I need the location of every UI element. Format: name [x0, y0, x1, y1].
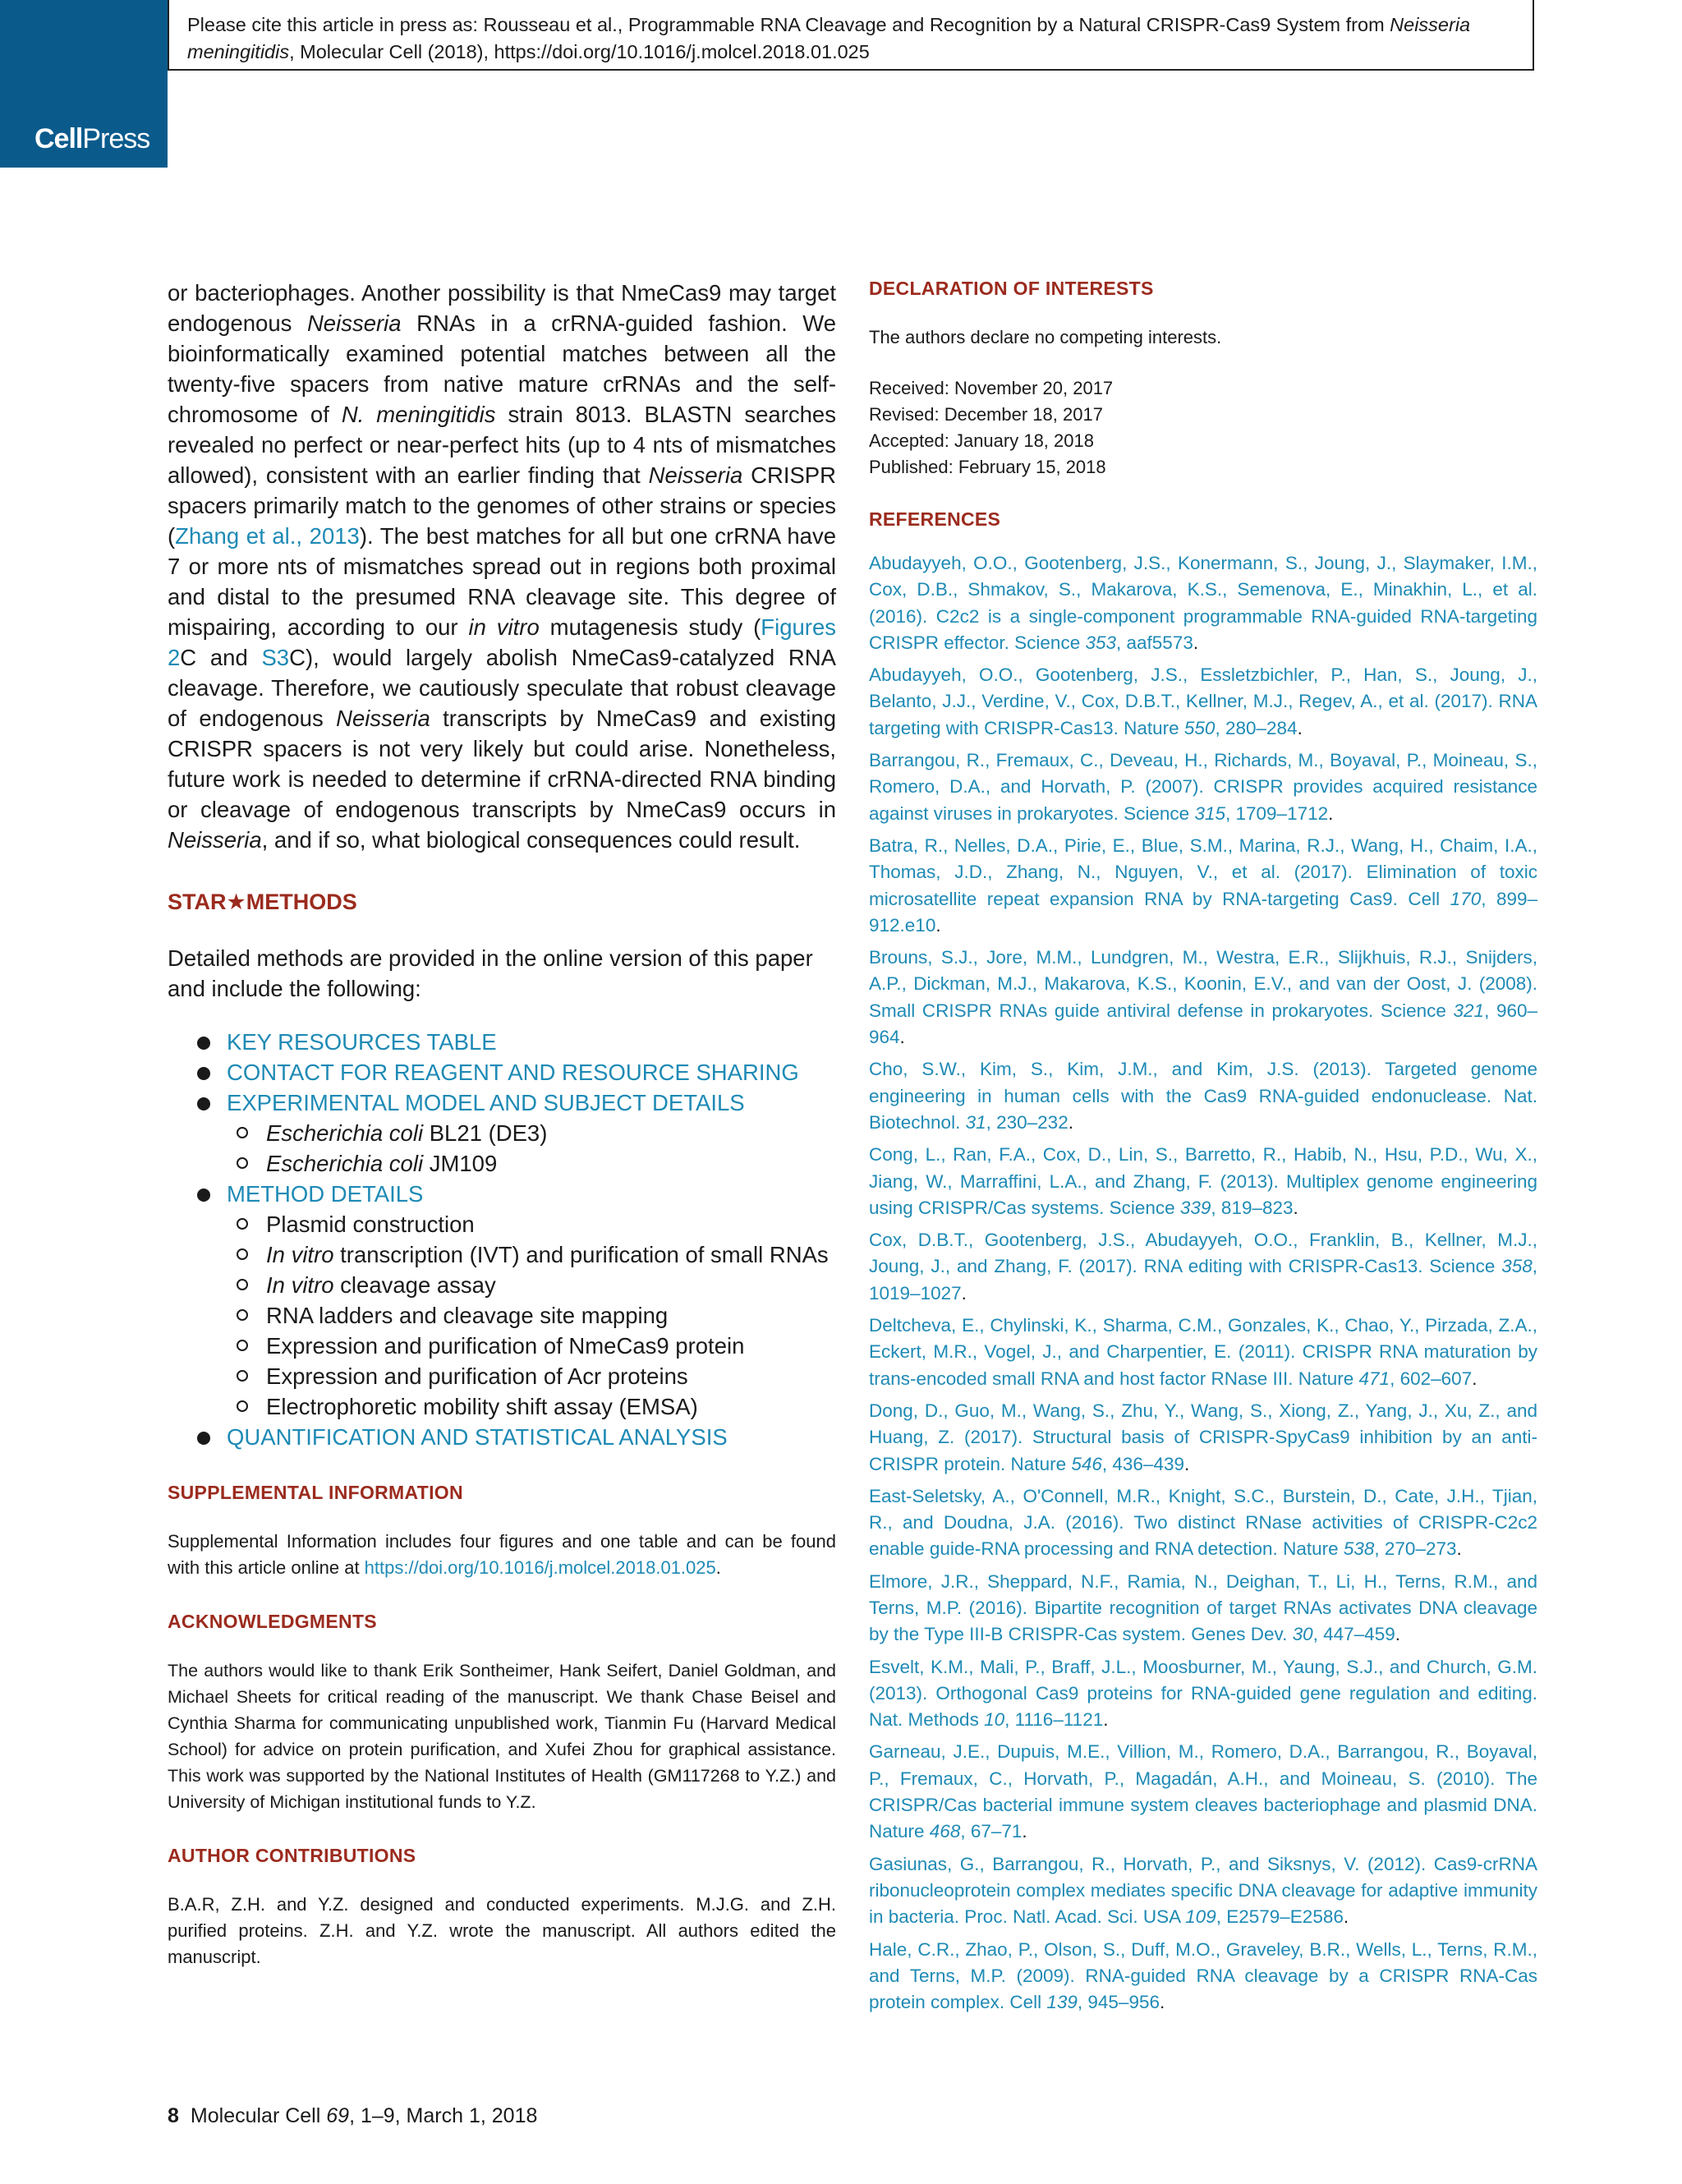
star-methods-heading: STAR★METHODS	[168, 890, 357, 914]
toc-rna-ladders: RNA ladders and cleavage site mapping	[168, 1300, 836, 1331]
toc-expression-nmecas9: Expression and purification of NmeCas9 protein	[168, 1331, 836, 1361]
toc-cleavage-assay: In vitro cleavage assay	[168, 1270, 836, 1300]
article-dates	[869, 375, 1537, 480]
page-footer: 8 Molecular Cell 69, 1–9, March 1, 2018	[168, 2104, 538, 2127]
toc-method-details[interactable]: METHOD DETAILS	[168, 1179, 836, 1209]
date-revised: Revised: December 18, 2017	[869, 404, 1103, 425]
acknowledgments-text: The authors would like to thank Erik Sontheimer, Hank Seifert, Daniel Goldman, and Michael Sheets for critical reading of the manuscript. We thank Chase Beisel and Cynthia Sharma for communicating unpublished work, Tianmin Fu (Harvard Medical School) for advice on protein purification, and Xufei Zhou for graphical assistance. This work was supported by the National Institutes of Health (GM117268 to Y.Z.) and University of Michigan institutional funds to Y.Z.	[168, 1661, 836, 1812]
page-number: 8	[168, 2104, 179, 2127]
reference-item[interactable]: Gasiunas, G., Barrangou, R., Horvath, P., and Siksnys, V. (2012). Cas9-crRNA ribonucleoprotein complex mediates specific DNA cleavage for adaptive immunity in bacteria. Proc. Natl. Acad. Sci. USA 109, E2579–E2586.	[869, 1853, 1537, 1928]
toc-quantification[interactable]: QUANTIFICATION AND STATISTICAL ANALYSIS	[168, 1422, 836, 1452]
author-contributions-heading: AUTHOR CONTRIBUTIONS	[168, 1845, 416, 1866]
toc-emsa: Electrophoretic mobility shift assay (EMSA)	[168, 1391, 836, 1422]
star-methods-intro: Detailed methods are provided in the online version of this paper and include the following:	[168, 945, 813, 1001]
reference-item[interactable]: East-Seletsky, A., O'Connell, M.R., Knight, S.C., Burstein, D., Cate, J.H., Tjian, R., and Doudna, J.A. (2016). Two distinct RNase activities of CRISPR-C2c2 enable guide-RNA processing and RNA detection. Nature 538, 270–273.	[869, 1485, 1537, 1560]
reference-item[interactable]: Deltcheva, E., Chylinski, K., Sharma, C.M., Gonzales, K., Chao, Y., Pirzada, Z.A., Eckert, M.R., Vogel, J., and Charpentier, E. (2011). CRISPR RNA maturation by trans-encoded small RNA and host factor RNase III. Nature 471, 602–607.	[869, 1315, 1537, 1389]
supplemental-doi-link[interactable]: https://doi.org/10.1016/j.molcel.2018.01.025	[364, 1557, 716, 1578]
references-heading: REFERENCES	[869, 508, 1001, 530]
right-column	[869, 278, 1537, 2021]
declaration-text: The authors declare no competing interests.	[869, 327, 1222, 347]
date-published: Published: February 15, 2018	[869, 457, 1106, 477]
cellpress-logo: CellPress	[34, 123, 150, 154]
toc-ecoli-bl21: Escherichia coli BL21 (DE3)	[168, 1118, 836, 1148]
reference-item[interactable]: Hale, C.R., Zhao, P., Olson, S., Duff, M.O., Graveley, B.R., Wells, L., Terns, R.M., and Terns, M.P. (2009). RNA-guided RNA cleavage by a CRISPR RNA-Cas protein complex. Cell 139, 945–956.	[869, 1938, 1537, 2013]
reference-list	[869, 550, 1537, 2016]
methods-toc	[168, 1027, 836, 1452]
reference-item[interactable]: Abudayyeh, O.O., Gootenberg, J.S., Konermann, S., Joung, J., Slaymaker, I.M., Cox, D.B., Shmakov, S., Makarova, K.S., Semenova, E., Minakhin, L., et al. (2016). C2c2 is a single-component programmable RNA-guided RNA-targeting CRISPR effector. Science 353, aaf5573.	[869, 553, 1537, 653]
reference-item[interactable]: Barrangou, R., Fremaux, C., Deveau, H., Richards, M., Boyaval, P., Moineau, S., Romero, D.A., and Horvath, P. (2007). CRISPR provides acquired resistance against viruses in prokaryotes. Science 315, 1709–1712.	[869, 750, 1537, 824]
reference-item[interactable]: Cox, D.B.T., Gootenberg, J.S., Abudayyeh, O.O., Franklin, B., Kellner, M.J., Joung, J., and Zhang, F. (2017). RNA editing with CRISPR-Cas13. Science 358, 1019–1027.	[869, 1230, 1537, 1304]
reference-item[interactable]: Elmore, J.R., Sheppard, N.F., Ramia, N., Deighan, T., Li, H., Terns, R.M., and Terns, M.P. (2016). Bipartite recognition of target RNAs activates DNA cleavage by the Type III-B CRISPR-Cas system. Genes Dev. 30, 447–459.	[869, 1570, 1537, 1645]
reference-item[interactable]: Dong, D., Guo, M., Wang, S., Zhu, Y., Wang, S., Xiong, Z., Yang, J., Xu, Z., and Huang, Z. (2017). Structural basis of CRISPR-SpyCas9 inhibition by an anti-CRISPR protein. Nature 546, 436–439.	[869, 1400, 1537, 1474]
citation-box: Please cite this article in press as: Rousseau et al., Programmable RNA Cleavage and Recognition by a Natural CRISPR-Cas9 System from Neisseria meningitidis, Molecular Cell (2018), https://doi.org/10.1016/j.molcel.2018.01.025	[168, 0, 1534, 71]
date-accepted: Accepted: January 18, 2018	[869, 430, 1094, 451]
declaration-heading: DECLARATION OF INTERESTS	[869, 278, 1154, 299]
supplemental-text: Supplemental Information includes four figures and one table and can be found with this article online at https://doi.org/10.1016/j.molcel.2018.01.025.	[168, 1531, 836, 1578]
toc-expression-acr: Expression and purification of Acr proteins	[168, 1361, 836, 1391]
left-column	[168, 278, 836, 1970]
ref-link-zhang-2013[interactable]: Zhang et al., 2013	[175, 523, 360, 549]
toc-experimental-model[interactable]: EXPERIMENTAL MODEL AND SUBJECT DETAILS	[168, 1087, 836, 1118]
cellpress-logo-block	[0, 0, 168, 168]
author-contributions-text: B.A.R, Z.H. and Y.Z. designed and conducted experiments. M.J.G. and Z.H. purified proteins. Z.H. and Y.Z. wrote the manuscript. All authors edited the manuscript.	[168, 1894, 836, 1967]
reference-item[interactable]: Cho, S.W., Kim, S., Kim, J.M., and Kim, J.S. (2013). Targeted genome engineering in human cells with the Cas9 RNA-guided endonuclease. Nat. Biotechnol. 31, 230–232.	[869, 1059, 1537, 1133]
figure-link-s3[interactable]: S3	[261, 645, 290, 670]
toc-ecoli-jm109: Escherichia coli JM109	[168, 1148, 836, 1179]
reference-item[interactable]: Cong, L., Ran, F.A., Cox, D., Lin, S., Barretto, R., Habib, N., Hsu, P.D., Wu, X., Jiang, W., Marraffini, L.A., and Zhang, F. (2013). Multiplex genome engineering using CRISPR/Cas systems. Science 339, 819–823.	[869, 1144, 1537, 1218]
reference-item[interactable]: Esvelt, K.M., Mali, P., Braff, J.L., Moosburner, M., Yaung, S.J., and Church, G.M. (2013). Orthogonal Cas9 proteins for RNA-guided gene regulation and editing. Nat. Methods 10, 1116–1121.	[869, 1656, 1537, 1731]
toc-key-resources[interactable]: KEY RESOURCES TABLE	[168, 1027, 836, 1057]
toc-ivt: In vitro transcription (IVT) and purification of small RNAs	[168, 1239, 836, 1270]
toc-plasmid: Plasmid construction	[168, 1209, 836, 1239]
toc-contact[interactable]: CONTACT FOR REAGENT AND RESOURCE SHARING	[168, 1057, 836, 1087]
date-received: Received: November 20, 2017	[869, 378, 1114, 398]
reference-item[interactable]: Brouns, S.J., Jore, M.M., Lundgren, M., Westra, E.R., Slijkhuis, R.J., Snijders, A.P., Dickman, M.J., Makarova, K.S., Koonin, E.V., and van der Oost, J. (2008). Small CRISPR RNAs guide antiviral defense in prokaryotes. Science 321, 960–964.	[869, 947, 1537, 1048]
reference-item[interactable]: Garneau, J.E., Dupuis, M.E., Villion, M., Romero, D.A., Barrangou, R., Boyaval, P., Fremaux, C., Horvath, P., Magadán, A.H., and Moineau, S. (2010). The CRISPR/Cas bacterial immune system cleaves bacteriophage and plasmid DNA. Nature 468, 67–71.	[869, 1741, 1537, 1842]
discussion-paragraph: or bacteriophages. Another possibility is that NmeCas9 may target endogenous Neisseria RNAs in a crRNA-guided fashion. We bioinformatically examined potential matches between all the twenty-five spacers from native mature crRNAs and the self-chromosome of N. meningitidis strain 8013. BLASTN searches revealed no perfect or near-perfect hits (up to 4 nts of mismatches allowed), consistent with an earlier finding that Neisseria CRISPR spacers primarily match to the genomes of other strains or species (Zhang et al., 2013). The best matches for all but one crRNA have 7 or more nts of mismatches spread out in regions both proximal and distal to the presumed RNA cleavage site. This degree of mispairing, according to our in vitro mutagenesis study (Figures 2C and S3C), would largely abolish NmeCas9-catalyzed RNA cleavage. Therefore, we cautiously speculate that robust cleavage of endogenous Neisseria transcripts by NmeCas9 and existing CRISPR spacers is not very likely but could arise. Nonetheless, future work is needed to determine if crRNA-directed RNA binding or cleavage of endogenous transcripts by NmeCas9 occurs in Neisseria, and if so, what biological consequences could result.	[168, 280, 837, 853]
reference-item[interactable]: Abudayyeh, O.O., Gootenberg, J.S., Essletzbichler, P., Han, S., Joung, J., Belanto, J.J., Verdine, V., Cox, D.B.T., Kellner, M.J., Regev, A., et al. (2017). RNA targeting with CRISPR-Cas13. Nature 550, 280–284.	[869, 664, 1537, 738]
figure-link-2[interactable]: Figures 2	[168, 614, 836, 670]
supplemental-heading: SUPPLEMENTAL INFORMATION	[168, 1482, 463, 1503]
reference-item[interactable]: Batra, R., Nelles, D.A., Pirie, E., Blue, S.M., Marina, R.J., Wang, H., Chaim, I.A., Thomas, J.D., Zhang, N., Nguyen, V., et al. (2017). Elimination of toxic microsatellite repeat expansion RNA by RNA-targeting Cas9. Cell 170, 899–912.e10.	[869, 835, 1538, 936]
acknowledgments-heading: ACKNOWLEDGMENTS	[168, 1611, 377, 1632]
